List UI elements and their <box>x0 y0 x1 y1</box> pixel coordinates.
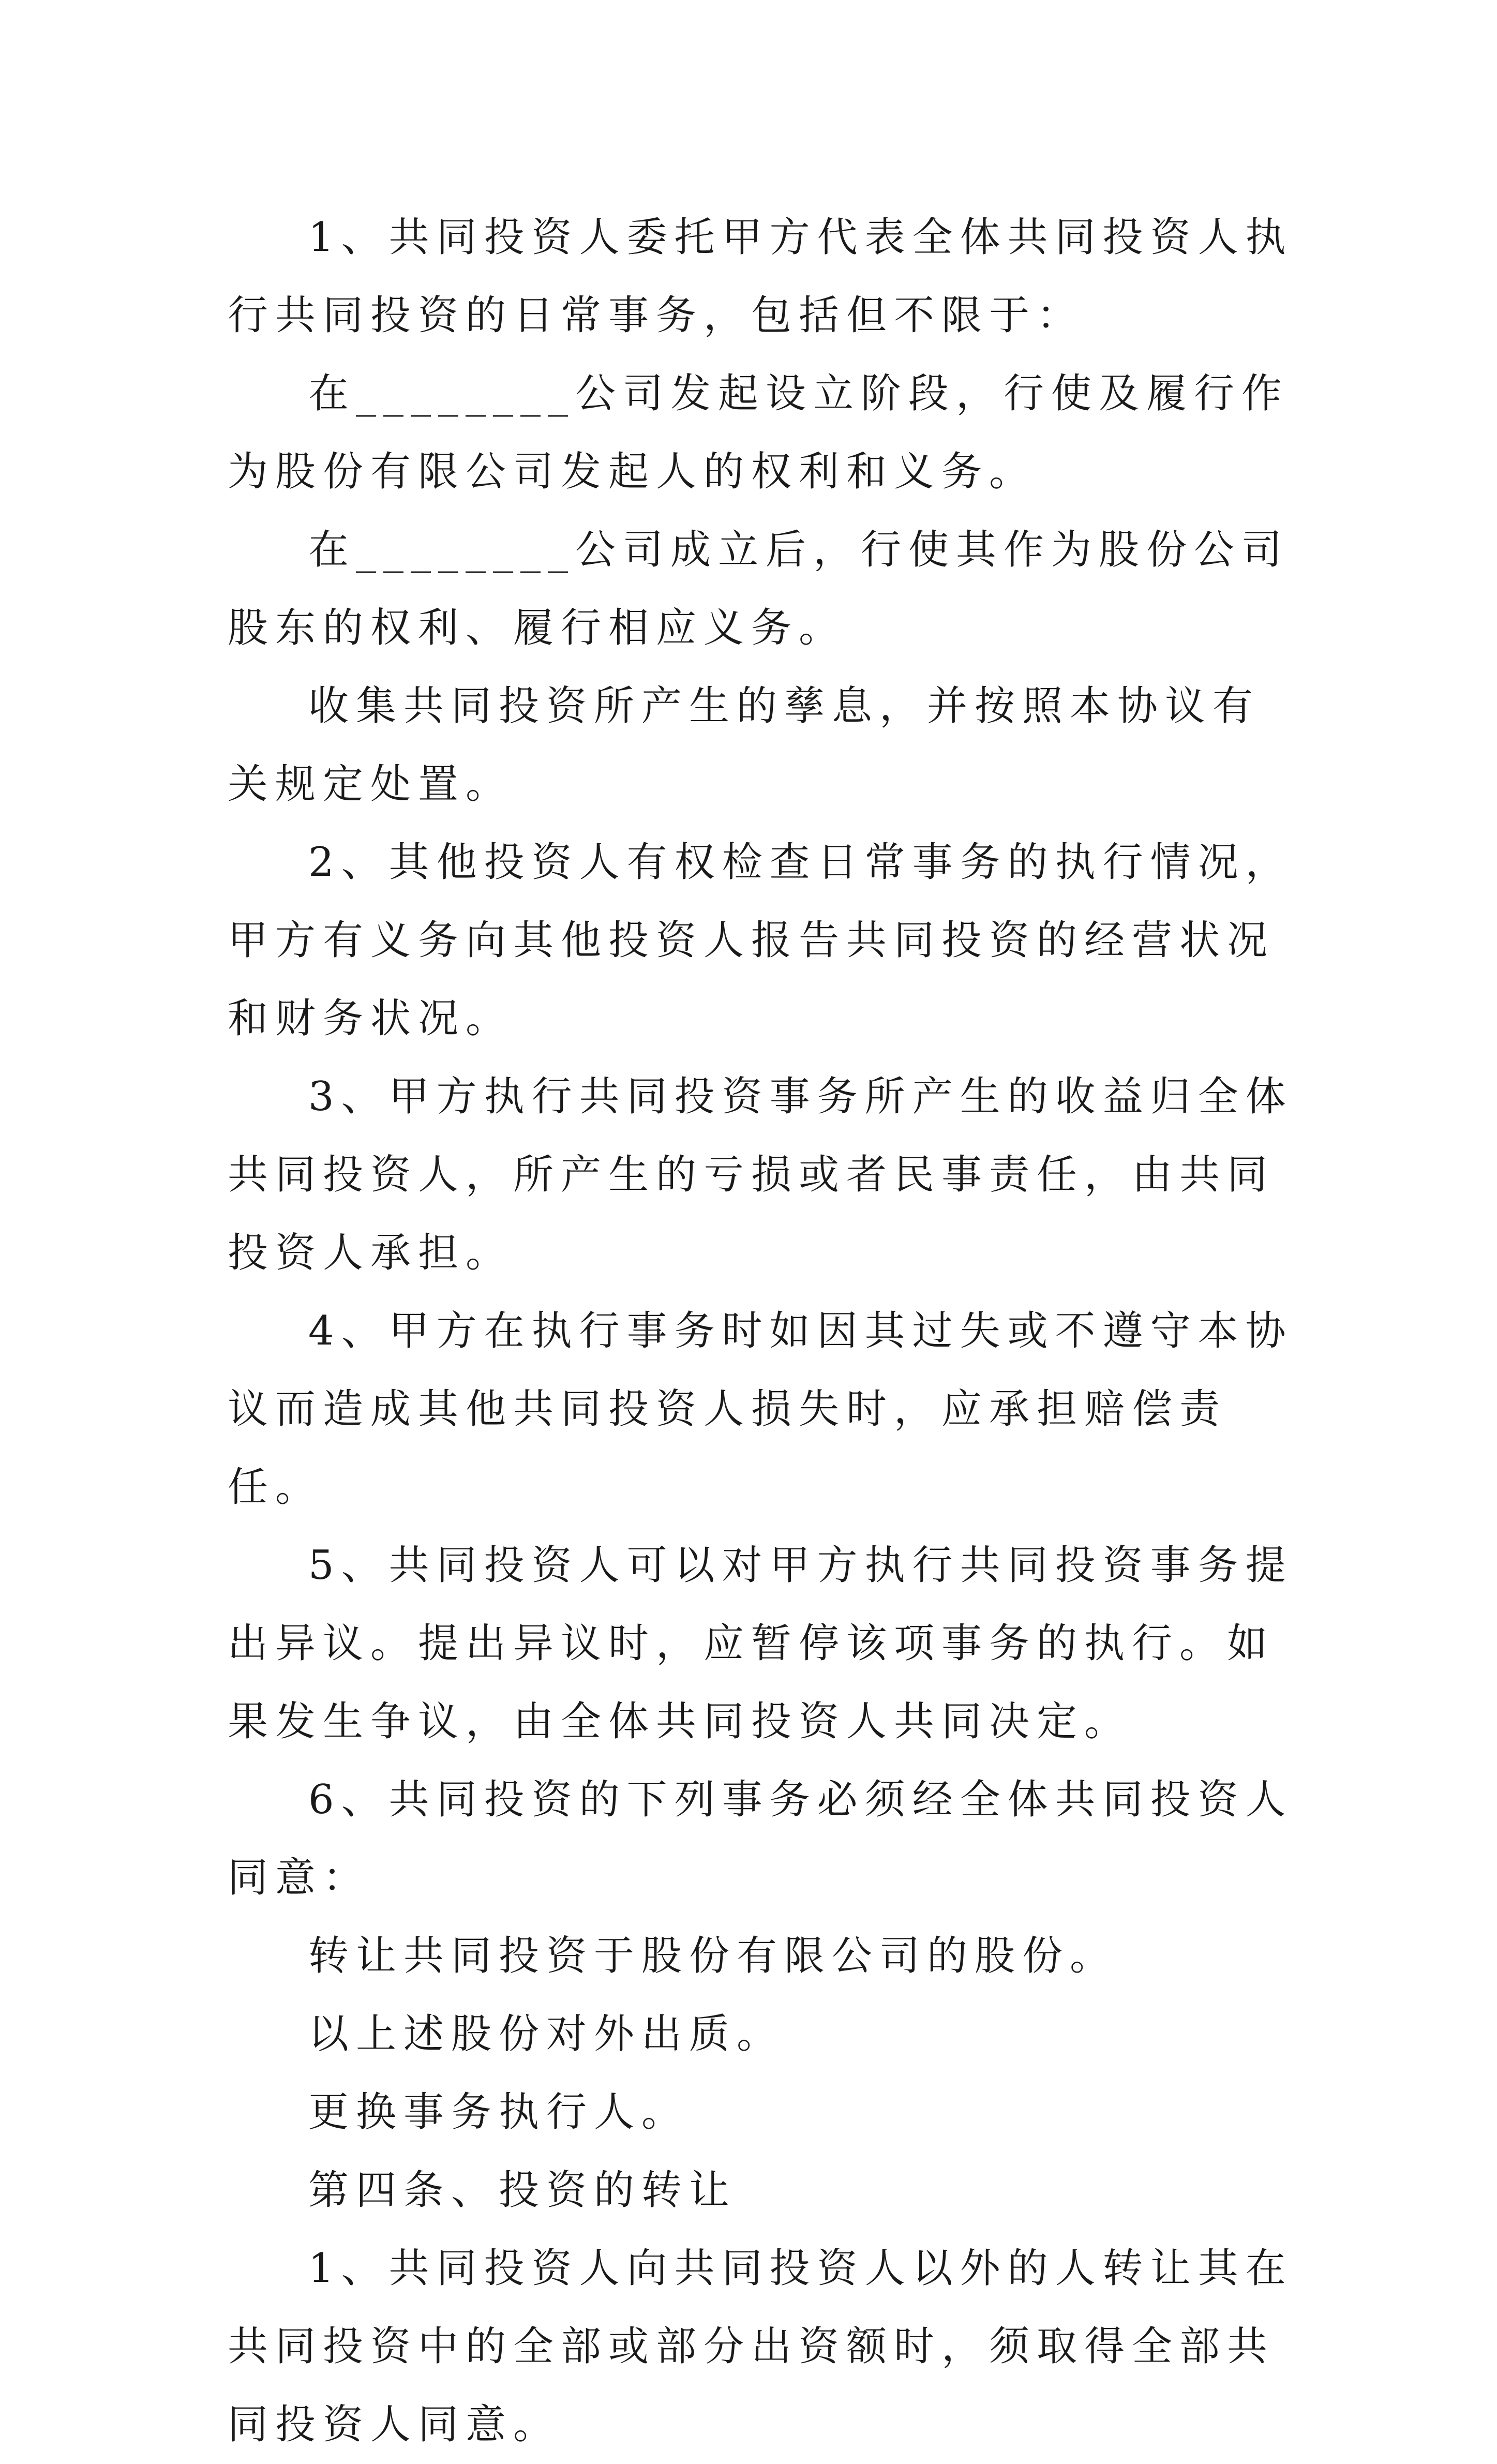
paragraph-8: 5、共同投资人可以对甲方执行共同投资事务提出异议。提出异议时，应暂停该项事务的执行。如果发生争议，由全体共同投资人共同决定。 <box>228 1542 1293 1745</box>
paragraph-4: 收集共同投资所产生的孳息，并按照本协议有关规定处置。 <box>228 683 1261 808</box>
document-body <box>228 199 1293 2464</box>
section-heading: 第四条、投资的转让 <box>308 2167 737 2214</box>
paragraph-5: 2、其他投资人有权检查日常事务的执行情况，甲方有义务向其他投资人报告共同投资的经营状况和财务状况。 <box>228 839 1293 1042</box>
paragraph-14: 1、共同投资人向共同投资人以外的人转让其在共同投资中的全部或部分出资额时，须取得全部共同投资人同意。 <box>228 2245 1293 2448</box>
paragraph-6: 3、甲方执行共同投资事务所产生的收益归全体共同投资人，所产生的亏损或者民事责任，由共同投资人承担。 <box>228 1073 1293 1276</box>
paragraph-3: 在________公司成立后，行使其作为股份公司股东的权利、履行相应义务。 <box>228 527 1290 651</box>
paragraph-10: 转让共同投资于股份有限公司的股份。 <box>308 1933 1118 1979</box>
paragraph-11: 以上述股份对外出质。 <box>308 2011 785 2057</box>
paragraph-1: 1、共同投资人委托甲方代表全体共同投资人执行共同投资的日常事务，包括但不限于： <box>228 214 1293 339</box>
paragraph-9: 6、共同投资的下列事务必须经全体共同投资人同意： <box>228 1776 1293 1901</box>
paragraph-12: 更换事务执行人。 <box>308 2089 690 2136</box>
paragraph-2: 在________公司发起设立阶段，行使及履行作为股份有限公司发起人的权利和义务。 <box>228 370 1290 495</box>
paragraph-7: 4、甲方在执行事务时如因其过失或不遵守本协议而造成其他共同投资人损失时，应承担赔偿责任。 <box>228 1308 1293 1511</box>
